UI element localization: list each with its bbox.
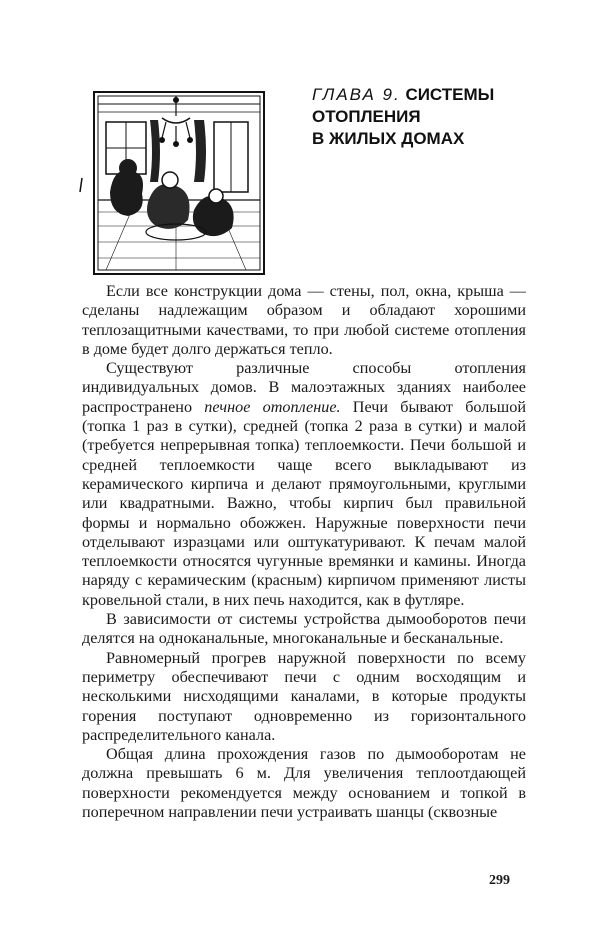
chapter-title-line-2: ОТОПЛЕНИЯ — [312, 107, 421, 126]
paragraph: Равномерный прогрев наружной поверхности по всему периметру обеспечивают печи с одним восходящим и несколькими нисходящими каналами, в которые продукты горения поступают одновременно из горизонтального распределительного канала. — [82, 648, 526, 744]
chapter-label: ГЛАВА 9. — [312, 85, 401, 104]
paragraph-text: Существуют различные способы отопления индивидуальных домов. В малоэтажных зданиях наиболее распространено — [82, 359, 526, 416]
chapter-illustration — [76, 82, 268, 278]
paragraph — [82, 359, 526, 610]
paragraph-text: Печи бывают большой (топка 1 раз в сутки), средней (топка 2 раза в сутки) и малой (требуется непрерывная топка) теплоемкости. Печи большой и средней теплоемкости чаще всего выкладывают из керамического кирпича и делают прямоугольными, круглыми или квадратными. Важно, чтобы кирпич был правильной формы и нормально обожжен. Наружные поверхности печи отделывают изразцами или оштукатуривают. К печам малой теплоемкости относятся чугунные времянки и камины. Иногда наряду с керамическим (красным) кирпичом применяют листы кровельной стали, в них печь находится, как в футляре. — [82, 397, 526, 609]
paragraph: В зависимости от системы устройства дымооборотов печи делятся на одноканальные, многоканальные и бесканальные. — [82, 610, 526, 648]
page-number: 299 — [489, 873, 510, 888]
paragraph: Общая длина прохождения газов по дымооборотам не должна превышать 6 м. Для увеличения теплоотдающей поверхности рекомендуется между основанием и топкой в поперечном направлении печи устраивать шанцы (сквозные — [82, 745, 526, 822]
chapter-heading — [312, 84, 552, 150]
chapter-title-line-1: СИСТЕМЫ — [405, 85, 495, 104]
chapter-heading-line-1 — [312, 84, 552, 106]
body-text — [82, 282, 526, 822]
emphasis-term: печное отопление. — [204, 397, 341, 416]
interior-room-illustration-icon — [76, 82, 268, 278]
paragraph: Если все конструкции дома — стены, пол, окна, крыша — сделаны надлежащим образом и обладают хорошими теплозащитными качествами, то при любой системе отопления в доме будет долго держаться тепло. — [82, 282, 526, 358]
chapter-title-line-3: В ЖИЛЫХ ДОМАХ — [312, 129, 465, 148]
